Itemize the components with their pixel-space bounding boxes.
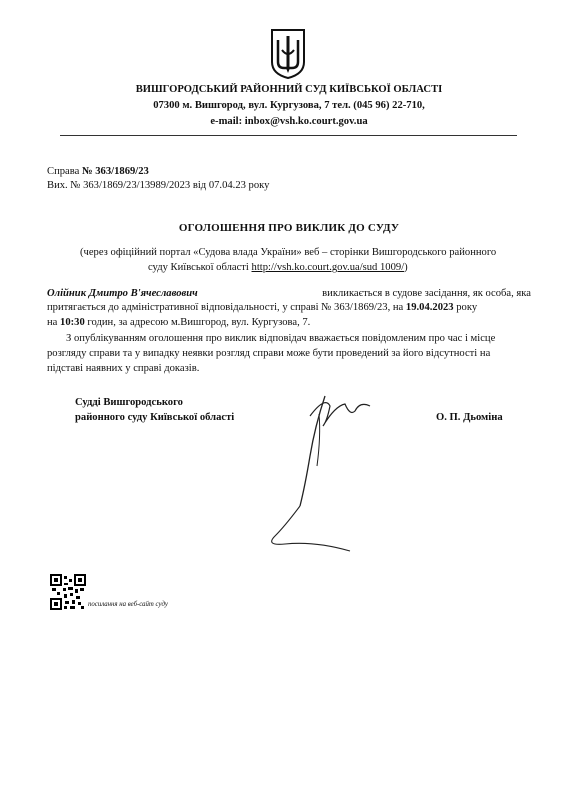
case-label: Справа: [47, 166, 80, 177]
portal-note-line1: (через офіційний портал «Судова влада України» веб – сторінки Вишгородського районного: [80, 247, 497, 258]
notice-line3: підставі наявних у справі доказів.: [47, 363, 200, 374]
notice-line2: розгляду справи та у випадку неявки розгляд справи може бути проведений за його відсутності на: [47, 348, 491, 359]
summons-line3-text: годин, за адресою м.Вишгород, вул. Кургузова, 7.: [84, 317, 311, 328]
judge-name: О. П. Дьоміна: [436, 412, 503, 423]
header-divider: [60, 135, 517, 136]
portal-note-suffix: ): [404, 262, 408, 273]
outgoing-number: Вих. № 363/1869/23/13989/2023 від 07.04.23 року: [47, 180, 270, 191]
hearing-time: 10:30: [60, 317, 85, 328]
summons-line3-prefix: на: [47, 317, 61, 328]
handwritten-signature: [255, 376, 395, 556]
summons-line2: [47, 301, 477, 315]
notice-line1: З опублікуванням оголошення про виклик відповідач вважається повідомленим про час і місце: [66, 333, 496, 344]
summons-text1: викликається в судове засідання, як особа, яка: [322, 288, 531, 299]
court-address: 07300 м. Вишгород, вул. Кургузова, 7 тел. (045 96) 22-710,: [153, 100, 425, 111]
qr-code-icon[interactable]: [50, 574, 86, 610]
case-number: № 363/1869/23: [81, 166, 149, 177]
judge-role-line2: районного суду Київської області: [75, 412, 235, 423]
portal-note-prefix: суду Київської області: [148, 262, 252, 273]
court-name: ВИШГОРОДСЬКИЙ РАЙОННИЙ СУД КИЇВСЬКОЇ ОБЛАСТІ: [135, 84, 443, 95]
judge-role-line1: Судді Вишгородського: [75, 397, 183, 408]
summons-line2-suffix: року: [453, 302, 478, 313]
summons-line3: [47, 316, 310, 330]
document-title: ОГОЛОШЕННЯ ПРО ВИКЛИК ДО СУДУ: [178, 222, 400, 234]
court-website-link[interactable]: http://vsh.ko.court.gov.ua/sud 1009/: [251, 262, 405, 273]
summons-line1: [47, 286, 531, 301]
case-line: [47, 165, 149, 179]
summons-line2-text: притягається до адміністративної відповідальності, у справі № 363/1869/23, на: [47, 302, 406, 313]
court-email: e-mail: inbox@vsh.ko.court.gov.ua: [210, 116, 368, 127]
hearing-date: 19.04.2023: [405, 302, 454, 313]
portal-note-line2: [148, 261, 408, 275]
qr-caption: посилання на веб-сайт суду: [88, 601, 168, 608]
summoned-person: Олійник Дмитро В'ячеславович: [47, 288, 198, 299]
coat-of-arms-icon: [270, 28, 306, 80]
